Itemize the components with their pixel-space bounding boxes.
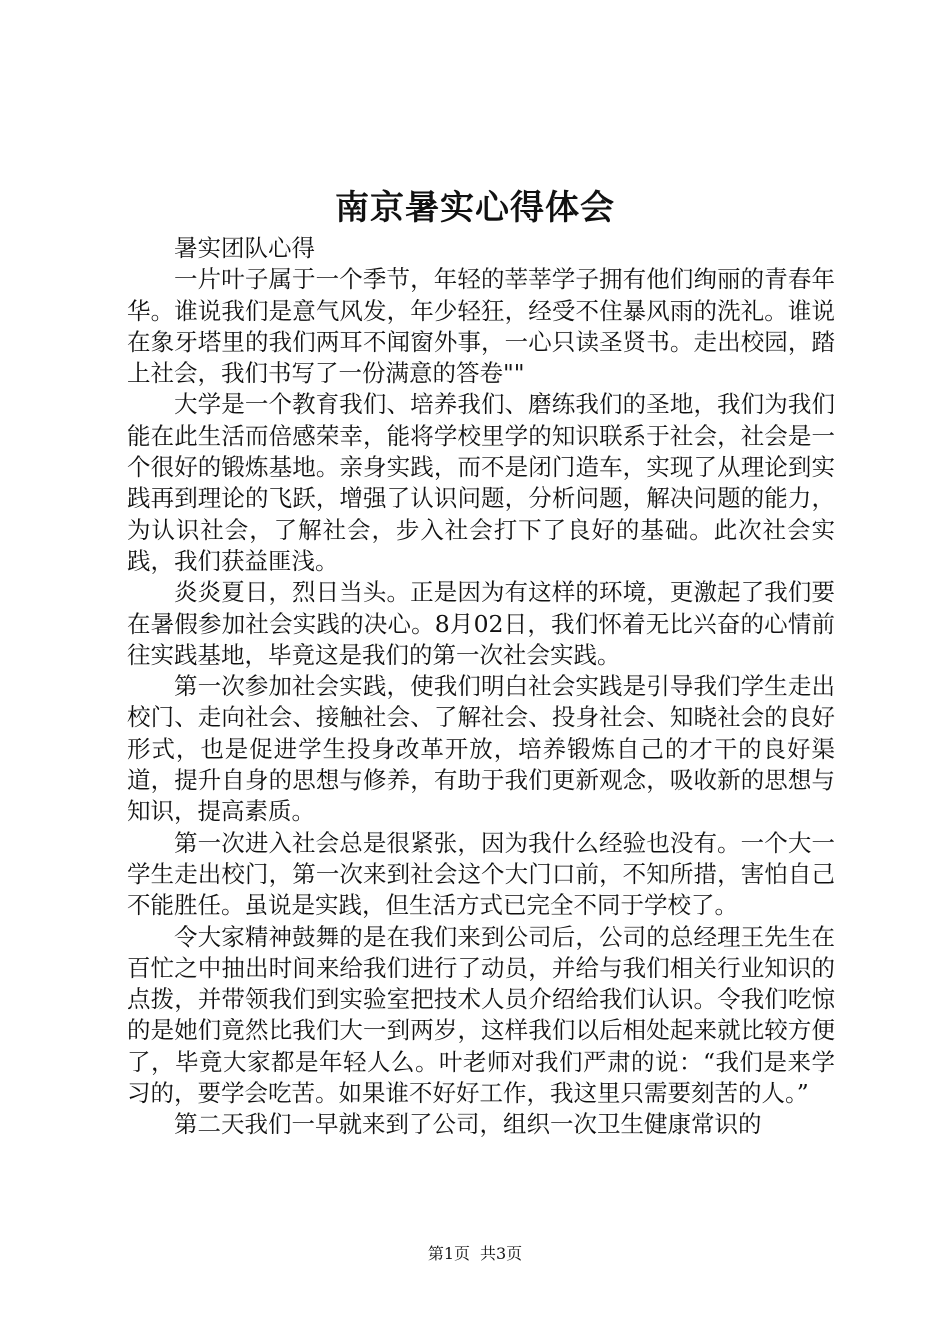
page-total: 共3页 (480, 1244, 523, 1263)
paragraph: 第一次进入社会总是很紧张，因为我什么经验也没有。一个大一学生走出校门，第一次来到社会这个大门口前，不知所措，害怕自己不能胜任。虽说是实践，但生活方式已完全不同于学校了。 (127, 828, 835, 920)
paragraph: 第一次参加社会实践，使我们明白社会实践是引导我们学生走出校门、走向社会、接触社会、了解社会、投身社会、知晓社会的良好形式，也是促进学生投身改革开放，培养锻炼自己的才干的良好渠道，提升自身的思想与修养，有助于我们更新观念，吸收新的思想与知识，提高素质。 (127, 672, 835, 826)
paragraph: 一片叶子属于一个季节，年轻的莘莘学子拥有他们绚丽的青春年华。谁说我们是意气风发，年少轻狂，经受不住暴风雨的洗礼。谁说在象牙塔里的我们两耳不闻窗外事，一心只读圣贤书。走出校园，踏上社会，我们书写了一份满意的答卷"" (127, 265, 835, 388)
paragraph: 第二天我们一早就来到了公司，组织一次卫生健康常识的 (174, 1110, 762, 1139)
page-number: 第1页 (427, 1244, 470, 1263)
document-title: 南京暑实心得体会 (335, 188, 615, 228)
document-body (127, 233, 835, 1141)
page-footer (0, 1243, 950, 1265)
paragraph: 炎炎夏日，烈日当头。正是因为有这样的环境，更激起了我们要在暑假参加社会实践的决心。8月02日，我们怀着无比兴奋的心情前往实践基地，毕竟这是我们的第一次社会实践。 (127, 578, 835, 669)
paragraph: 暑实团队心得 (174, 234, 315, 262)
paragraph: 令大家精神鼓舞的是在我们来到公司后，公司的总经理王先生在百忙之中抽出时间来给我们进行了动员，并给与我们相关行业知识的点拨，并带领我们到实验室把技术人员介绍给我们认识。令我们吃惊的是她们竟然比我们大一到两岁，这样我们以后相处起来就比较方便了，毕竟大家都是年轻人么。叶老师对我们严肃的说：“我们是来学习的，要学会吃苦。如果谁不好好工作，我这里只需要刻苦的人。” (127, 922, 835, 1108)
paragraph: 大学是一个教育我们、培养我们、磨练我们的圣地，我们为我们能在此生活而倍感荣幸，能将学校里学的知识联系于社会，社会是一个很好的锻炼基地。亲身实践，而不是闭门造车，实现了从理论到实践再到理论的飞跃，增强了认识问题，分析问题，解决问题的能力，为认识社会，了解社会，步入社会打下了良好的基础。此次社会实践，我们获益匪浅。 (127, 390, 835, 575)
